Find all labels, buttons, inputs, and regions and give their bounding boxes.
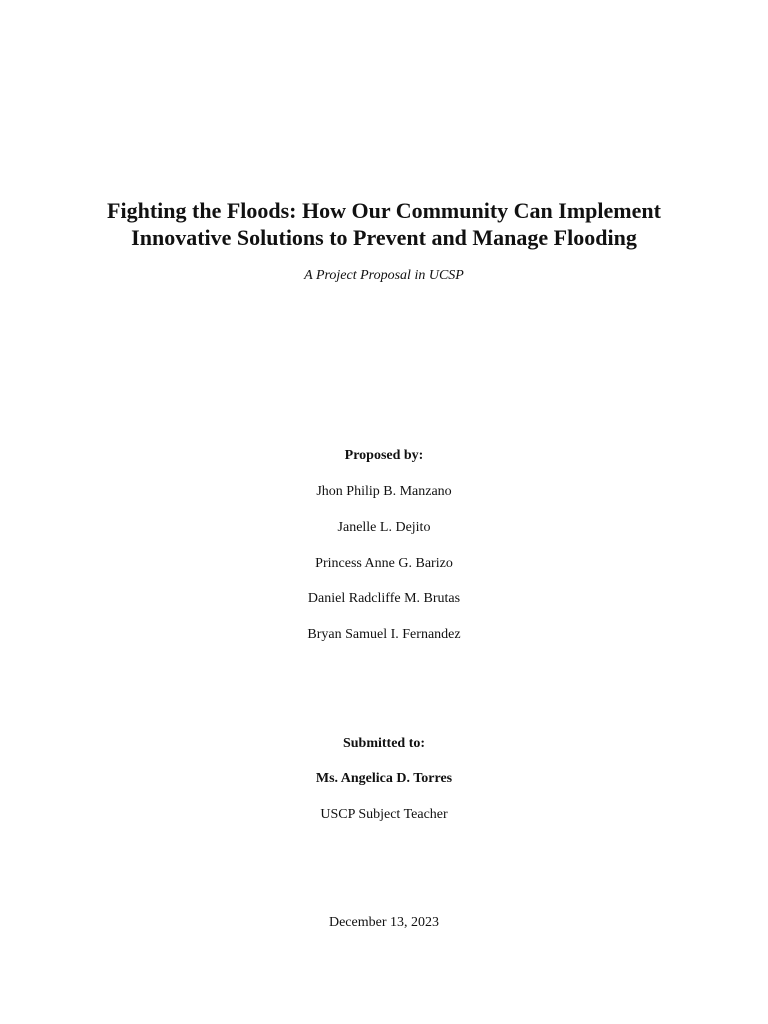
proposer-name: Bryan Samuel I. Fernandez xyxy=(307,627,461,642)
proposer-name: Princess Anne G. Barizo xyxy=(315,556,453,571)
teacher-name: Ms. Angelica D. Torres xyxy=(315,771,453,786)
document-title-line-1: Fighting the Floods: How Our Community Can Implement xyxy=(107,198,661,223)
submitted-to-heading: Submitted to: xyxy=(342,736,426,751)
submission-date: December 13, 2023 xyxy=(328,915,440,930)
proposer-name: Janelle L. Dejito xyxy=(337,520,431,535)
teacher-role: USCP Subject Teacher xyxy=(320,807,448,822)
proposer-name: Daniel Radcliffe M. Brutas xyxy=(307,591,461,606)
proposer-name: Jhon Philip B. Manzano xyxy=(316,484,452,499)
proposed-by-heading: Proposed by: xyxy=(344,448,424,463)
document-title-line-2: Innovative Solutions to Prevent and Manage Flooding xyxy=(131,225,637,250)
document-subtitle: A Project Proposal in UCSP xyxy=(304,268,464,283)
